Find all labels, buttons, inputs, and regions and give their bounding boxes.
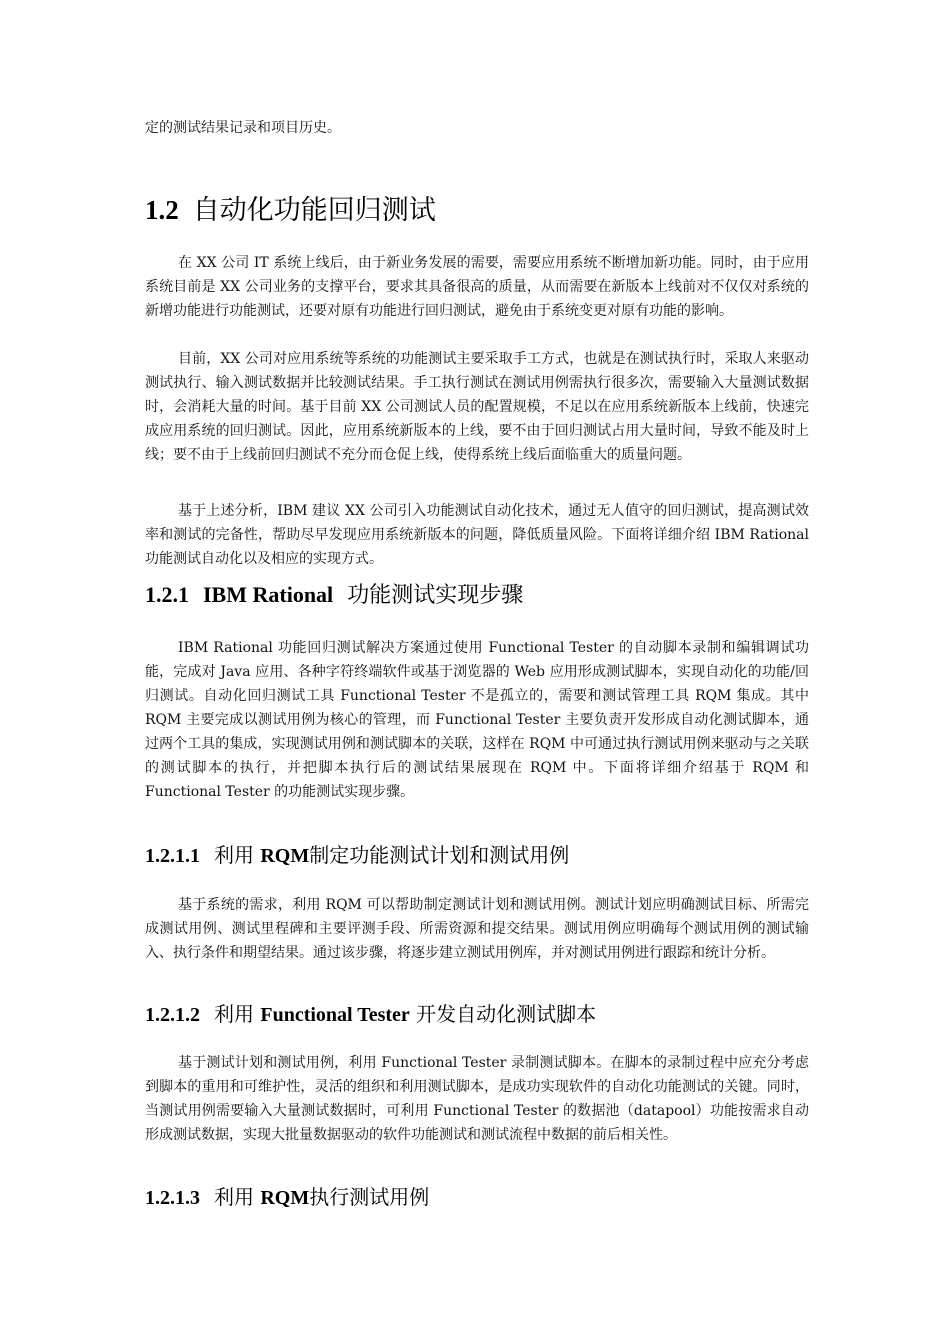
- heading-title-pre: 利用: [214, 843, 254, 867]
- heading-1-2: [145, 193, 436, 228]
- heading-1-2-1: [145, 580, 523, 611]
- heading-title-bold: Functional Tester: [260, 1004, 410, 1026]
- paragraph: IBM Rational 功能回归测试解决方案通过使用 Functional Tester 的自动脚本录制和编辑调试功能，完成对 Java 应用、各种字符终端软件或基于浏览器的 Web 应用形成测试脚本，实现自动化的功能/回归测试。自动化回归测试工具 Functional Tester 不是孤立的，需要和测试管理工具 RQM 集成。其中 RQM 主要完成以测试用例为核心的管理，而 Functional Tester 主要负责开发形成自动化测试脚本，通过两个工具的集成，实现测试用例和测试脚本的关联，这样在 RQM 中可通过执行测试用例来驱动与之关联的测试脚本的执行，并把脚本执行后的测试结果展现在 RQM 中。下面将详细介绍基于 RQM 和 Functional Tester 的功能测试实现步骤。: [145, 640, 809, 800]
- heading-title-bold: RQM: [260, 845, 310, 867]
- heading-number: 1.2.1.3: [145, 1187, 200, 1209]
- heading-number: 1.2.1.1: [145, 845, 200, 867]
- heading-1-2-1-2: [145, 1000, 596, 1029]
- paragraph: 基于系统的需求，利用 RQM 可以帮助制定测试计划和测试用例。测试计划应明确测试目标、所需完成测试用例、测试里程碑和主要评测手段、所需资源和提交结果。测试用例应明确每个测试用例的测试输入、执行条件和期望结果。通过该步骤，将逐步建立测试用例库，并对测试用例进行跟踪和统计分析。: [145, 897, 809, 961]
- heading-1-2-1-1: [145, 841, 569, 870]
- paragraph: 在 XX 公司 IT 系统上线后，由于新业务发展的需要，需要应用系统不断增加新功能。同时，由于应用系统目前是 XX 公司业务的支撑平台，要求其具备很高的质量，从而需要在新版本上线前对不仅仅对系统的新增功能进行功能测试，还要对原有功能进行回归测试，避免由于系统变更对原有功能的影响。: [145, 255, 809, 319]
- paragraph: 基于测试计划和测试用例，利用 Functional Tester 录制测试脚本。在脚本的录制过程中应充分考虑到脚本的重用和可维护性，灵活的组织和利用测试脚本，是成功实现软件的自动化功能测试的关键。同时，当测试用例需要输入大量测试数据时，可利用 Functional Tester 的数据池（datapool）功能按需求自动形成测试数据，实现大批量数据驱动的软件功能测试和测试流程中数据的前后相关性。: [145, 1055, 809, 1143]
- paragraph: 基于上述分析，IBM 建议 XX 公司引入功能测试自动化技术，通过无人值守的回归测试，提高测试效率和测试的完备性，帮助尽早发现应用系统新版本的问题，降低质量风险。下面将详细介绍 IBM Rational 功能测试自动化以及相应的实现方式。: [145, 503, 809, 567]
- heading-title-post: 制定功能测试计划和测试用例: [309, 843, 570, 867]
- heading-title-bold: IBM Rational: [203, 582, 334, 607]
- heading-title-bold: RQM: [260, 1187, 310, 1209]
- continued-paragraph-line: 定的测试结果记录和项目历史。: [145, 120, 341, 136]
- heading-title-pre: 利用: [214, 1002, 254, 1026]
- heading-number: 1.2: [145, 195, 179, 225]
- paragraph: 目前，XX 公司对应用系统等系统的功能测试主要采取手工方式，也就是在测试执行时，采取人来驱动测试执行、输入测试数据并比较测试结果。手工执行测试在测试用例需执行很多次，需要输入大量测试数据时，会消耗大量的时间。基于目前 XX 公司测试人员的配置规模，不足以在应用系统新版本上线前，快速完成应用系统的回归测试。因此，应用系统新版本的上线，要不由于回归测试占用大量时间，导致不能及时上线；要不由于上线前回归测试不充分而仓促上线，使得系统上线后面临重大的质量问题。: [145, 351, 809, 463]
- heading-title-post: 执行测试用例: [309, 1185, 430, 1209]
- heading-1-2-1-3: [145, 1183, 429, 1212]
- heading-title: 自动化功能回归测试: [192, 195, 436, 226]
- heading-number: 1.2.1.2: [145, 1004, 200, 1026]
- heading-title: 功能测试实现步骤: [347, 583, 524, 608]
- heading-title-pre: 利用: [214, 1185, 254, 1209]
- heading-number: 1.2.1: [145, 582, 189, 607]
- heading-title-post: 开发自动化测试脚本: [416, 1002, 597, 1026]
